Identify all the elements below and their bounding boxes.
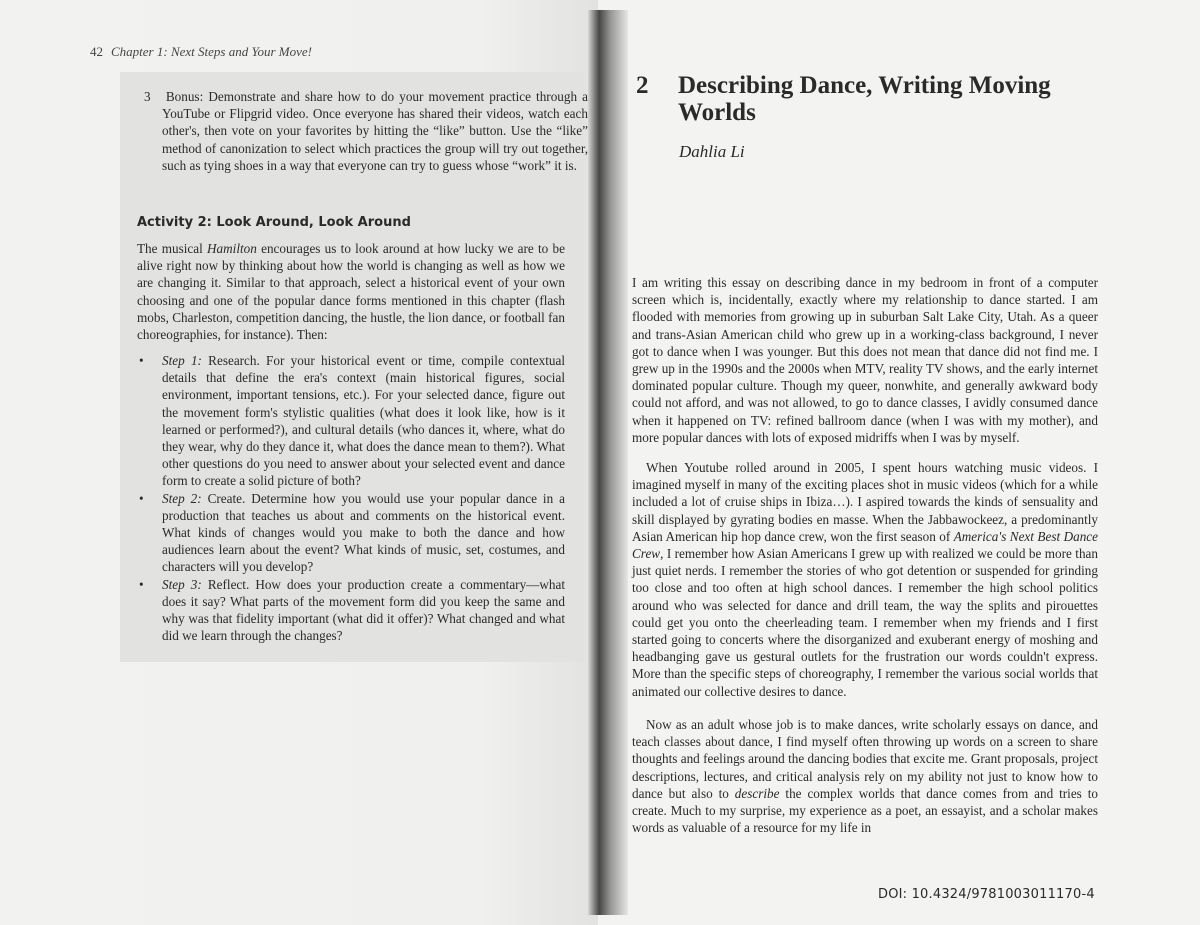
chapter-author: Dahlia Li [679,142,745,161]
intro-after: encourages us to look around at how lucky we are to be alive right now by thinking about how the world is changing as well as how we are changing it. Similar to that approach, select a historical event of your own choosing and one of the popular dance forms mentioned in this chapter (flash mobs, Charleston, competition dancing, the hustle, the lion dance, or football fan choreographies, for instance). Then: [137,241,565,343]
bullet: • [139,576,144,592]
intro-before: The musical [137,241,208,256]
running-head-title: Chapter 1: Next Steps and Your Move! [111,44,312,59]
book-gutter-shadow [588,10,628,915]
step-text: Create. Determine how you would use your popular dance in a production that teaches us about and comments on the historical event. What kinds of changes would you make to both the dance and how audiences learn about the event? What kinds of music, set, costumes, and characters will you develop? [162,490,565,575]
step-text: Research. For your historical event or time, compile contextual details that define the era's context (main historical figures, social environment, important tensions, etc.). For your selected dance, figure out the movement form's stylistic qualities (what does it look like, how is it learned or performed?), and cultural details (who dances it, where, what do they wear, why do they dance it, what does the dance mean to them?). What other questions do you need to answer about your selected event and dance form to create a solid picture of both? [162,353,565,489]
paragraph-text: When Youtube rolled around in 2005, I spent hours watching music videos. I imagined myself in many of the exciting places shot in music videos (which for a while included a lot of cruise ships in Ibiza…). I aspired towards the kinds of sensuality and skill displayed by gyrating bodies en masse. When the Jabbawockeez, a predominantly Asian American hip hop dance crew, won the first season of [632,460,1098,544]
step-item [137,490,565,576]
step-label: Step 3: [162,576,202,592]
activity-title: Activity 2: Look Around, Look Around [137,215,411,230]
running-head [90,44,312,60]
bullet: • [139,353,144,368]
show-title: America's Next Best Dance Crew [632,528,1098,562]
left-page [0,0,598,925]
chapter-number: 2 [636,72,649,99]
paragraph-text: I am writing this essay on describing dance in my bedroom in front of a computer screen which is, incidentally, exactly where my relationship to dance started. I am flooded with memories from growing up in suburban Salt Lake City, Utah. As a queer and trans-Asian American child who grew up in a working-class background, I never got to dance when I was younger. But this does not mean that dance did not find me. I grew up in the 1990s and the 2000s when MTV, reality TV shows, and the early internet dominated popular culture. Though my queer, nonwhite, and generally awkward body could not afford, and was not allowed, to go to dance classes, I avidly consumed dance when it happened on TV: refined ballroom dance (when I was with my mother), and more popular dances with lots of exposed midriffs when I was by myself. [632,275,1098,445]
paragraph-text: , I remember how Asian Americans I grew up with realized we could be more than just quiet nerds. I remember the stories of who got detention or suspended for grinding too close and too often at high school dances. I remember the high school politics around who was selected for dance and drill team, the way the splits and pirouettes could get you onto the cheerleading team. I remember when my friends and I first started going to concerts where the disorganized and exuberant energy of moshing and headbanging gave us gestural outlets for the frustration our words couldn't express. More than the specific steps of choreography, I remember the various social worlds that animated our collective desires to dance. [632,546,1098,699]
paragraph-text: Now as an adult whose job is to make dances, write scholarly essays on dance, and teach classes about dance, I find myself often throwing up words on a screen to share thoughts and feelings around the dancing bodies that excite me. Grant proposals, project descriptions, lectures, and critical analysis rely on my ability not just to know how to dance but also to [632,717,1098,801]
step-item [137,352,565,490]
bonus-text: Bonus: Demonstrate and share how to do your movement practice through a YouTube or Flipgrid video. Once everyone has shared their videos, watch each other's, then vote on your favorites by hitting the “like” button. Use the “like” method of canonization to select which practices the group will try out together, such as tying shoes in a way that everyone can try to guess whose “work” it is. [162,89,589,173]
bonus-item [138,88,588,174]
step-text: Reflect. How does your production create a commentary—what does it say? What parts of the movement form did you keep the same and why was that fidelity important (what did it offer)? What changed and what did we learn through the changes? [162,576,565,644]
doi-footer: DOI: 10.4324/9781003011170-4 [878,887,1095,902]
activity-intro [137,240,565,343]
chapter-title: Describing Dance, Writing Moving Worlds [678,72,1051,126]
bonus-number: 3 [144,89,151,104]
paragraph-text: the complex worlds that dance comes from and tries to create. Much to my surprise, my experience as a poet, an essayist, and a scholar makes words as valuable of a resource for my life in [632,785,1098,836]
step-label: Step 1: [162,353,202,368]
steps-list [137,352,565,644]
step-item [137,576,565,645]
intro-hamilton: Hamilton [207,241,257,256]
step-label: Step 2: [162,490,202,506]
body-paragraph [632,459,1098,700]
page-number: 42 [90,44,103,59]
bullet: • [139,490,144,506]
body-paragraph [632,274,1098,446]
emphasis-word: describe [734,785,780,801]
body-paragraph [632,716,1098,836]
